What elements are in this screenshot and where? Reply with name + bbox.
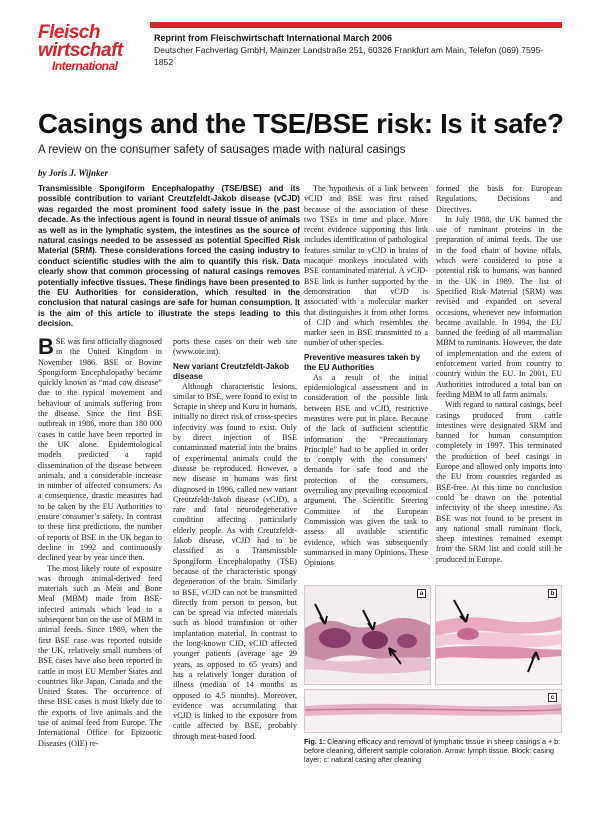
logo-word-fleisch: Fleisch [38,22,100,43]
histology-image-c [305,690,562,733]
section-heading: Preventive measures taken by the EU Authorities [304,352,421,372]
fleischwirtschaft-logo [38,24,148,88]
figure-caption-label: Fig. 1: [304,737,326,746]
figure-1 [304,585,562,777]
article-subtitle: A review on the consumer safety of sausages made with natural casings [38,144,406,156]
histology-image-b [436,586,562,685]
panel-label-a: a [417,589,426,598]
figure-panel-a [304,585,431,685]
reprint-line: Reprint from Fleischwirtschaft International March 2006 [154,33,393,43]
paragraph: With regard to natural casings, beef casings produced from cattle intestines were designated SRM and banned for human consumption completely in 1997. This terminated the production of beef casings in Europe and allowed only imports into the EU from countries regarded as BSE-free. At this time no conclusion could be drawn on the potential infectivity of the sheep intestine. As BSE was not found to be present in any national small ruminant flock, sheep intestines remained exempt from the SRM list and could still be produced in Europe. [436,400,562,564]
article-author: by Joris J. Wijnker [38,168,109,178]
article-abstract: Transmissible Spongiform Encephalopathy (TSE/BSE) and its possible contribution to variant Creutzfeldt-Jakob disease (vCJD) was regarded the most prominent food safety issue in the past decade. As the infectious agent is found in neural tissue of animals as well as in the lymphatic system, the intestines as the source of natural casings needed to be assessed as potential Specified Risk Material (SRM). These considerations forced the casing industry to conduct scientific studies with the aim to quantify this risk. Data clearly show that common processing of natural casings removes potentially infective tissues. These findings have been presented to the EU Authorities for consideration, which resulted in the conclusion that natural casings are safe for human consumption. It is the aim of this article to illustrate the steps leading to this decision. [38,184,300,329]
masthead [38,22,562,88]
logo-word-international: International [52,59,118,73]
paragraph: Although characteristic lesions, similar to BSE, were found to exist in Scrapie in sheep and Kuru in humans, initially no direct risk of cross-species infectivity was found to exist. Only by direct injection of BSE contaminated material into the brains of experimental animals could the disease be reproduced. However, a new disease in humans was first diagnosed in 1996, called new variant Creutzfeldt-Jakob disease (vCJD), a rare and fatal neurodegenerative condition affecting particularly elderly people. As with Creutzfeldt-Jakob disease, vCJD had to be classified as a Transmissible Spongiform Encephalopathy (TSE) because of the characteristic spongy degeneration of the brain. Similarly to BSE, vCJD can not be transmitted directly from person to person, but can be spread via infected materials such as blood transfusion or other implantation material. In contrast to the long-known CJD, vCJD affected younger patients (average age 29 years, as opposed to 65 years) and has a relatively longer duration of illness (median of 14 months as opposed to 4.5 months). Moreover, evidence was accumulating that vCJD is linked to the exposure from cattle affected by BSE, probably through meat-based food. [173,381,297,741]
paragraph [38,334,162,564]
section-heading: New variant Creutzfeldt-Jakob disease [173,361,290,381]
paragraph: The hypothesis of a link between vCJD and BSE was first raised because of the association of these two TSEs in time and place. More recent evidence supporting this link includes identification of pathological features similar to vCJD in brains of macaque monkeys inoculated with BSE contaminated material. A vCJD-BSE link is further supported by the demonstration that vCJD is associated with a molecular marker that distinguishes it from other forms of CJD and which resembles the marker seen in BSE transmitted to a number of other species. [304,184,428,348]
body-column-2 [173,337,297,742]
article-title: Casings and the TSE/BSE risk: Is it safe? [38,108,564,139]
body-column-1 [38,334,162,749]
header-red-rule [150,22,562,28]
paragraph: The most likely route of exposure was through animal-derived feed materials such as Meat and Bone Meal (MBM) made from BSE-infected animals which lead to a subsequent ban on the use of MBM in animal feeds. Since 1989, when the first BSE case was reported outside the UK, relatively small numbers of BSE cases have also been reported in cattle in most EU Member States and countries like Japan, Canada and the United States. The occurrence of these BSE cases is most likely due to the exports of live animals and the use of animal feed from Europe. The International Office for Epizootic Diseases (OIE) re- [38,563,162,748]
panel-label-b: b [548,589,557,598]
logo-word-wirtschaft: wirtschaft [38,40,123,61]
paragraph: formed the basis for European Regulations, Decisions and Directives. [436,184,562,214]
paragraph: In July 1988, the UK banned the use of ruminant proteins in the preparation of animal feeds. The use in the food chain of bovine offals, which were considered to pose a potential risk to humans, was banned in the UK in 1989. The list of Specified Risk Material (SRM) was revised and expanded on several occasions, whenever new information became available. In 1994, the EU banned the feeding of all mammalian MBM to ruminants. However, the date of implementation and the extent of enforcement varied from country to country within the EU. In 2001, EU Authorities introduced a total ban on feeding MBM to all farm animals. [436,214,562,399]
figure-panel-c [304,689,562,733]
paragraph-text: SE was first officially diagnosed in the United Kingdom in November 1986. BSE or Bovine Spongiform Encephalopathy became quickly known as “mad cow disease” due to the typical movement and behaviour of animals suffering from the disease. Since the first BSE outbreak in 1986, more than 180 000 cases in cattle have been reported in the UK alone. Epidemiological models predicted a rapid dissemination of the disease between animals, and a considerable increase in number of affected consumers. As a consequence, drastic measures had to be taken by the EU Authorities to ensure consumer’s safety. In contrast to these first predictions, the number of reports of BSE in the UK began to decline in 1992 and continuously declined year by year since then. [38,337,162,563]
panel-label-c: c [548,693,557,702]
header-text [154,32,562,68]
paragraph: As a result of the initial epidemiological assessment and in consideration of the possible link between BSE and vCJD, restrictive measures were put in place. Because of the lack of sufficient scientific information the “Precautionary Principle” had to be applied in order to comply with the consumers’ demands for safe food and the protection of the consumers, overruling any prevailing economical argument. The Scientific Steering Committee of the European Commission was given the task to assess all available scientific evidence, which was subsequently summarised in many Opinions. These Opinions [304,372,428,568]
figure-panel-b [435,585,562,685]
publisher-line: Deutscher Fachverlag GmbH, Mainzer Landstraße 251, 60326 Frankfurt am Main, Telefon (069) 7595-1852 [154,45,544,67]
body-column-3 [304,184,428,568]
figure-caption [304,737,562,765]
figure-caption-text: Cleaning efficacy and removal of lymphatic tissue in sheep casings a + b: before cleaning, different sample coloration. Arrow: lymph tissue. Block: casing layer; c: natural casing after cleaning [304,737,561,765]
drop-cap: B [38,334,54,359]
body-column-4 [436,184,562,565]
histology-image-a [305,586,431,685]
paragraph: ports these cases on their web site (www.oie.int). [173,337,297,357]
